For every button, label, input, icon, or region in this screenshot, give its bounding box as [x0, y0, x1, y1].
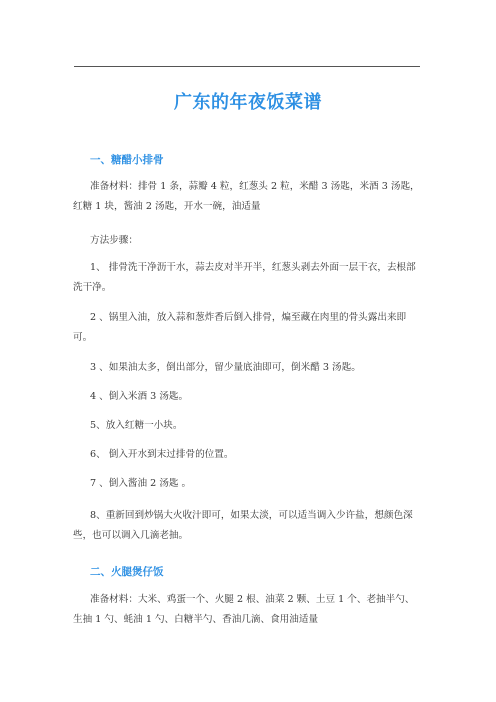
ingredients-paragraph-2: 准备材料：大米、鸡蛋一个、火腿 2 根、油菜 2 颗、土豆 1 个、老抽半勺、生抽 1 勺、蚝油 1 勺、白糖半勺、香油几滴、食用油适量 [73, 594, 415, 625]
step-1: 1、 排骨洗干净沥干水，蒜去皮对半开半，红葱头剥去外面一层干衣，去根部洗干净。 [73, 262, 416, 293]
section-heading-2: 二、火腿煲仔饭 [90, 566, 164, 578]
step-7: 7 、倒入酱油 2 汤匙 。 [90, 478, 192, 489]
method-label: 方法步骤： [90, 235, 138, 246]
page-title: 广东的年夜饭菜谱 [174, 92, 322, 113]
section-heading-1: 一、糖醋小排骨 [90, 154, 164, 166]
step-5: 5、放入红糖一小块。 [90, 420, 183, 431]
step-8: 8、重新回到炒锅大火收汁即可，如果太淡，可以适当调入少许盐，想颜色深些，也可以调入几滴老抽。 [73, 510, 413, 541]
step-4: 4 、倒入米酒 3 汤匙。 [90, 391, 189, 402]
header-rule [74, 66, 420, 67]
step-2: 2 、锅里入油，放入蒜和葱炸香后倒入排骨，煸至藏在肉里的骨头露出来即可。 [73, 312, 407, 343]
step-6: 6、 倒入开水到末过排骨的位置。 [90, 449, 234, 460]
step-3: 3 、如果油太多，倒出部分，留少量底油即可，倒米醋 3 汤匙。 [90, 362, 361, 373]
ingredients-paragraph-1: 准备材料：排骨 1 条，蒜瓣 4 粒，红葱头 2 粒，米醋 3 汤匙，米酒 3 汤匙，红糖 1 块，酱油 2 汤匙，开水一碗，油适量 [73, 181, 420, 212]
